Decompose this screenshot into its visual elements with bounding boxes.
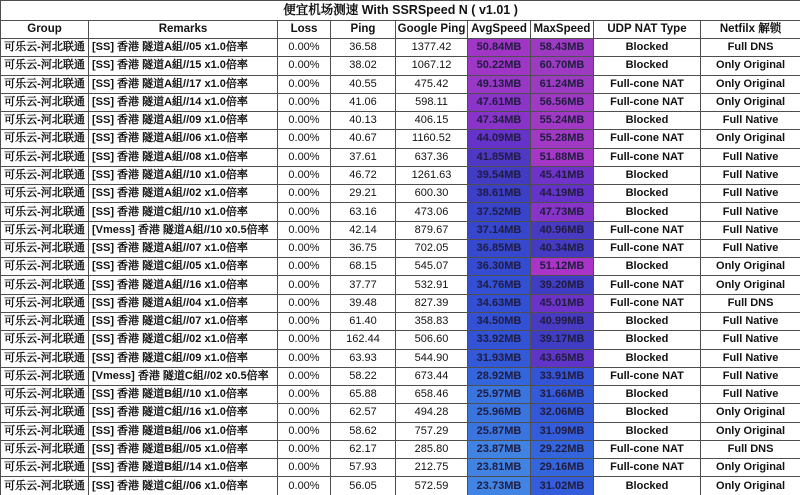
ping-cell: 65.88 [331, 386, 396, 404]
remarks-cell: [SS] 香港 隧道B組//05 x1.0倍率 [89, 440, 278, 458]
udp-nat-cell: Full-cone NAT [594, 459, 701, 477]
ping-cell: 58.62 [331, 422, 396, 440]
max-speed-cell: 32.06MB [531, 404, 594, 422]
loss-cell: 0.00% [278, 75, 331, 93]
avg-speed-cell: 47.61MB [468, 93, 531, 111]
max-speed-cell: 60.70MB [531, 57, 594, 75]
table-row [1, 386, 800, 404]
ping-cell: 62.17 [331, 440, 396, 458]
udp-nat-cell: Blocked [594, 331, 701, 349]
netflix-cell: Only Original [701, 57, 800, 75]
avg-speed-cell: 25.97MB [468, 386, 531, 404]
remarks-cell: [SS] 香港 隧道C組//06 x1.0倍率 [89, 477, 278, 495]
group-cell: 可乐云-河北联通 [1, 440, 89, 458]
table-row [1, 349, 800, 367]
loss-cell: 0.00% [278, 185, 331, 203]
ping-cell: 40.67 [331, 130, 396, 148]
remarks-cell: [SS] 香港 隧道B組//14 x1.0倍率 [89, 459, 278, 477]
netflix-cell: Full Native [701, 203, 800, 221]
google-ping-cell: 879.67 [396, 221, 468, 239]
table-row [1, 440, 800, 458]
udp-nat-cell: Blocked [594, 477, 701, 495]
max-speed-cell: 51.88MB [531, 148, 594, 166]
avg-speed-cell: 37.52MB [468, 203, 531, 221]
column-header-google-ping: Google Ping [396, 21, 468, 39]
udp-nat-cell: Blocked [594, 258, 701, 276]
max-speed-cell: 56.56MB [531, 93, 594, 111]
table-row [1, 276, 800, 294]
ping-cell: 46.72 [331, 166, 396, 184]
remarks-cell: [SS] 香港 隧道A組//04 x1.0倍率 [89, 294, 278, 312]
google-ping-cell: 757.29 [396, 422, 468, 440]
table-row [1, 93, 800, 111]
avg-speed-cell: 41.85MB [468, 148, 531, 166]
loss-cell: 0.00% [278, 276, 331, 294]
udp-nat-cell: Full-cone NAT [594, 367, 701, 385]
loss-cell: 0.00% [278, 386, 331, 404]
udp-nat-cell: Blocked [594, 404, 701, 422]
remarks-cell: [SS] 香港 隧道C組//10 x1.0倍率 [89, 203, 278, 221]
group-cell: 可乐云-河北联通 [1, 312, 89, 330]
netflix-cell: Only Original [701, 276, 800, 294]
table-row [1, 39, 800, 57]
loss-cell: 0.00% [278, 404, 331, 422]
column-header-group: Group [1, 21, 89, 39]
loss-cell: 0.00% [278, 203, 331, 221]
remarks-cell: [SS] 香港 隧道C組//07 x1.0倍率 [89, 312, 278, 330]
remarks-cell: [SS] 香港 隧道A組//10 x1.0倍率 [89, 166, 278, 184]
avg-speed-cell: 47.34MB [468, 112, 531, 130]
header-row [1, 21, 800, 39]
group-cell: 可乐云-河北联通 [1, 386, 89, 404]
google-ping-cell: 572.59 [396, 477, 468, 495]
group-cell: 可乐云-河北联通 [1, 276, 89, 294]
ping-cell: 63.93 [331, 349, 396, 367]
loss-cell: 0.00% [278, 57, 331, 75]
table-row [1, 221, 800, 239]
avg-speed-cell: 34.50MB [468, 312, 531, 330]
avg-speed-cell: 36.85MB [468, 239, 531, 257]
max-speed-cell: 44.19MB [531, 185, 594, 203]
netflix-cell: Full DNS [701, 440, 800, 458]
loss-cell: 0.00% [278, 166, 331, 184]
netflix-cell: Full Native [701, 221, 800, 239]
remarks-cell: [SS] 香港 隧道A組//02 x1.0倍率 [89, 185, 278, 203]
udp-nat-cell: Full-cone NAT [594, 93, 701, 111]
max-speed-cell: 47.73MB [531, 203, 594, 221]
table-row [1, 57, 800, 75]
column-header-udp-nat: UDP NAT Type [594, 21, 701, 39]
udp-nat-cell: Blocked [594, 166, 701, 184]
remarks-cell: [SS] 香港 隧道A組//05 x1.0倍率 [89, 39, 278, 57]
google-ping-cell: 532.91 [396, 276, 468, 294]
avg-speed-cell: 50.22MB [468, 57, 531, 75]
remarks-cell: [SS] 香港 隧道A組//15 x1.0倍率 [89, 57, 278, 75]
loss-cell: 0.00% [278, 367, 331, 385]
loss-cell: 0.00% [278, 112, 331, 130]
loss-cell: 0.00% [278, 294, 331, 312]
max-speed-cell: 40.96MB [531, 221, 594, 239]
table-row [1, 203, 800, 221]
google-ping-cell: 702.05 [396, 239, 468, 257]
google-ping-cell: 658.46 [396, 386, 468, 404]
avg-speed-cell: 36.30MB [468, 258, 531, 276]
group-cell: 可乐云-河北联通 [1, 130, 89, 148]
loss-cell: 0.00% [278, 221, 331, 239]
group-cell: 可乐云-河北联通 [1, 258, 89, 276]
google-ping-cell: 1067.12 [396, 57, 468, 75]
netflix-cell: Only Original [701, 422, 800, 440]
remarks-cell: [Vmess] 香港 隧道C組//02 x0.5倍率 [89, 367, 278, 385]
loss-cell: 0.00% [278, 459, 331, 477]
ping-cell: 57.93 [331, 459, 396, 477]
max-speed-cell: 31.09MB [531, 422, 594, 440]
max-speed-cell: 55.28MB [531, 130, 594, 148]
netflix-cell: Only Original [701, 404, 800, 422]
max-speed-cell: 51.12MB [531, 258, 594, 276]
google-ping-cell: 600.30 [396, 185, 468, 203]
ping-cell: 39.48 [331, 294, 396, 312]
udp-nat-cell: Blocked [594, 57, 701, 75]
netflix-cell: Only Original [701, 258, 800, 276]
max-speed-cell: 58.43MB [531, 39, 594, 57]
netflix-cell: Full Native [701, 185, 800, 203]
avg-speed-cell: 25.87MB [468, 422, 531, 440]
avg-speed-cell: 33.92MB [468, 331, 531, 349]
netflix-cell: Only Original [701, 75, 800, 93]
max-speed-cell: 39.20MB [531, 276, 594, 294]
group-cell: 可乐云-河北联通 [1, 331, 89, 349]
netflix-cell: Only Original [701, 477, 800, 495]
google-ping-cell: 598.11 [396, 93, 468, 111]
group-cell: 可乐云-河北联通 [1, 75, 89, 93]
table-row [1, 312, 800, 330]
group-cell: 可乐云-河北联通 [1, 367, 89, 385]
google-ping-cell: 1377.42 [396, 39, 468, 57]
google-ping-cell: 544.90 [396, 349, 468, 367]
loss-cell: 0.00% [278, 331, 331, 349]
table-body [1, 39, 800, 495]
google-ping-cell: 358.83 [396, 312, 468, 330]
netflix-cell: Full Native [701, 112, 800, 130]
avg-speed-cell: 34.76MB [468, 276, 531, 294]
ping-cell: 37.61 [331, 148, 396, 166]
loss-cell: 0.00% [278, 477, 331, 495]
google-ping-cell: 475.42 [396, 75, 468, 93]
group-cell: 可乐云-河北联通 [1, 294, 89, 312]
remarks-cell: [SS] 香港 隧道A組//07 x1.0倍率 [89, 239, 278, 257]
google-ping-cell: 212.75 [396, 459, 468, 477]
avg-speed-cell: 50.84MB [468, 39, 531, 57]
ping-cell: 36.58 [331, 39, 396, 57]
loss-cell: 0.00% [278, 148, 331, 166]
remarks-cell: [SS] 香港 隧道A組//06 x1.0倍率 [89, 130, 278, 148]
avg-speed-cell: 23.87MB [468, 440, 531, 458]
remarks-cell: [SS] 香港 隧道A組//16 x1.0倍率 [89, 276, 278, 294]
table-row [1, 477, 800, 495]
group-cell: 可乐云-河北联通 [1, 422, 89, 440]
group-cell: 可乐云-河北联通 [1, 477, 89, 495]
netflix-cell: Only Original [701, 130, 800, 148]
table-row [1, 130, 800, 148]
ping-cell: 38.02 [331, 57, 396, 75]
group-cell: 可乐云-河北联通 [1, 166, 89, 184]
loss-cell: 0.00% [278, 312, 331, 330]
max-speed-cell: 55.24MB [531, 112, 594, 130]
udp-nat-cell: Blocked [594, 422, 701, 440]
group-cell: 可乐云-河北联通 [1, 57, 89, 75]
ping-cell: 36.75 [331, 239, 396, 257]
ping-cell: 62.57 [331, 404, 396, 422]
group-cell: 可乐云-河北联通 [1, 112, 89, 130]
table-row [1, 185, 800, 203]
max-speed-cell: 29.16MB [531, 459, 594, 477]
netflix-cell: Full Native [701, 349, 800, 367]
table-row [1, 166, 800, 184]
max-speed-cell: 40.99MB [531, 312, 594, 330]
remarks-cell: [SS] 香港 隧道A組//14 x1.0倍率 [89, 93, 278, 111]
avg-speed-cell: 23.73MB [468, 477, 531, 495]
udp-nat-cell: Full-cone NAT [594, 130, 701, 148]
avg-speed-cell: 37.14MB [468, 221, 531, 239]
netflix-cell: Only Original [701, 459, 800, 477]
remarks-cell: [Vmess] 香港 隧道A組//10 x0.5倍率 [89, 221, 278, 239]
avg-speed-cell: 44.09MB [468, 130, 531, 148]
ping-cell: 41.06 [331, 93, 396, 111]
udp-nat-cell: Blocked [594, 349, 701, 367]
loss-cell: 0.00% [278, 39, 331, 57]
loss-cell: 0.00% [278, 130, 331, 148]
google-ping-cell: 637.36 [396, 148, 468, 166]
max-speed-cell: 31.66MB [531, 386, 594, 404]
netflix-cell: Only Original [701, 93, 800, 111]
remarks-cell: [SS] 香港 隧道B組//06 x1.0倍率 [89, 422, 278, 440]
ping-cell: 56.05 [331, 477, 396, 495]
ping-cell: 162.44 [331, 331, 396, 349]
table-row [1, 112, 800, 130]
max-speed-cell: 45.41MB [531, 166, 594, 184]
column-header-avg-speed: AvgSpeed [468, 21, 531, 39]
udp-nat-cell: Full-cone NAT [594, 276, 701, 294]
loss-cell: 0.00% [278, 440, 331, 458]
ping-cell: 40.13 [331, 112, 396, 130]
loss-cell: 0.00% [278, 349, 331, 367]
max-speed-cell: 40.34MB [531, 239, 594, 257]
column-header-max-speed: MaxSpeed [531, 21, 594, 39]
ping-cell: 68.15 [331, 258, 396, 276]
avg-speed-cell: 28.92MB [468, 367, 531, 385]
remarks-cell: [SS] 香港 隧道C組//05 x1.0倍率 [89, 258, 278, 276]
google-ping-cell: 673.44 [396, 367, 468, 385]
max-speed-cell: 29.22MB [531, 440, 594, 458]
group-cell: 可乐云-河北联通 [1, 404, 89, 422]
avg-speed-cell: 38.61MB [468, 185, 531, 203]
netflix-cell: Full Native [701, 148, 800, 166]
avg-speed-cell: 23.81MB [468, 459, 531, 477]
google-ping-cell: 1261.63 [396, 166, 468, 184]
ping-cell: 29.21 [331, 185, 396, 203]
udp-nat-cell: Blocked [594, 312, 701, 330]
remarks-cell: [SS] 香港 隧道A組//17 x1.0倍率 [89, 75, 278, 93]
udp-nat-cell: Blocked [594, 386, 701, 404]
udp-nat-cell: Blocked [594, 39, 701, 57]
table-row [1, 367, 800, 385]
ping-cell: 37.77 [331, 276, 396, 294]
table-row [1, 422, 800, 440]
column-header-remarks: Remarks [89, 21, 278, 39]
avg-speed-cell: 49.13MB [468, 75, 531, 93]
title-row [1, 1, 800, 21]
group-cell: 可乐云-河北联通 [1, 203, 89, 221]
udp-nat-cell: Full-cone NAT [594, 440, 701, 458]
max-speed-cell: 61.24MB [531, 75, 594, 93]
max-speed-cell: 39.17MB [531, 331, 594, 349]
google-ping-cell: 506.60 [396, 331, 468, 349]
udp-nat-cell: Full-cone NAT [594, 221, 701, 239]
table-row [1, 239, 800, 257]
udp-nat-cell: Blocked [594, 203, 701, 221]
remarks-cell: [SS] 香港 隧道C組//16 x1.0倍率 [89, 404, 278, 422]
avg-speed-cell: 34.63MB [468, 294, 531, 312]
loss-cell: 0.00% [278, 422, 331, 440]
column-header-loss: Loss [278, 21, 331, 39]
udp-nat-cell: Full-cone NAT [594, 148, 701, 166]
table-row [1, 331, 800, 349]
remarks-cell: [SS] 香港 隧道A組//09 x1.0倍率 [89, 112, 278, 130]
group-cell: 可乐云-河北联通 [1, 239, 89, 257]
avg-speed-cell: 39.54MB [468, 166, 531, 184]
udp-nat-cell: Full-cone NAT [594, 294, 701, 312]
udp-nat-cell: Full-cone NAT [594, 75, 701, 93]
google-ping-cell: 827.39 [396, 294, 468, 312]
ping-cell: 63.16 [331, 203, 396, 221]
group-cell: 可乐云-河北联通 [1, 349, 89, 367]
max-speed-cell: 43.65MB [531, 349, 594, 367]
ping-cell: 40.55 [331, 75, 396, 93]
google-ping-cell: 285.80 [396, 440, 468, 458]
netflix-cell: Full DNS [701, 294, 800, 312]
table-row [1, 75, 800, 93]
google-ping-cell: 1160.52 [396, 130, 468, 148]
ping-cell: 61.40 [331, 312, 396, 330]
google-ping-cell: 545.07 [396, 258, 468, 276]
group-cell: 可乐云-河北联通 [1, 148, 89, 166]
udp-nat-cell: Full-cone NAT [594, 239, 701, 257]
loss-cell: 0.00% [278, 239, 331, 257]
netflix-cell: Full Native [701, 331, 800, 349]
group-cell: 可乐云-河北联通 [1, 39, 89, 57]
group-cell: 可乐云-河北联通 [1, 221, 89, 239]
google-ping-cell: 406.15 [396, 112, 468, 130]
table-row [1, 459, 800, 477]
avg-speed-cell: 25.96MB [468, 404, 531, 422]
netflix-cell: Full Native [701, 166, 800, 184]
netflix-cell: Full DNS [701, 39, 800, 57]
udp-nat-cell: Blocked [594, 112, 701, 130]
group-cell: 可乐云-河北联通 [1, 459, 89, 477]
google-ping-cell: 494.28 [396, 404, 468, 422]
avg-speed-cell: 31.93MB [468, 349, 531, 367]
group-cell: 可乐云-河北联通 [1, 185, 89, 203]
column-header-netflix: Netfilx 解锁 [701, 21, 800, 39]
remarks-cell: [SS] 香港 隧道C組//02 x1.0倍率 [89, 331, 278, 349]
netflix-cell: Full Native [701, 367, 800, 385]
table-row [1, 294, 800, 312]
remarks-cell: [SS] 香港 隧道C組//09 x1.0倍率 [89, 349, 278, 367]
loss-cell: 0.00% [278, 93, 331, 111]
netflix-cell: Full Native [701, 239, 800, 257]
max-speed-cell: 33.91MB [531, 367, 594, 385]
table-row [1, 258, 800, 276]
remarks-cell: [SS] 香港 隧道B組//10 x1.0倍率 [89, 386, 278, 404]
table-row [1, 404, 800, 422]
google-ping-cell: 473.06 [396, 203, 468, 221]
ping-cell: 42.14 [331, 221, 396, 239]
group-cell: 可乐云-河北联通 [1, 93, 89, 111]
loss-cell: 0.00% [278, 258, 331, 276]
column-header-ping: Ping [331, 21, 396, 39]
table-row [1, 148, 800, 166]
udp-nat-cell: Blocked [594, 185, 701, 203]
page-title: 便宜机场测速 With SSRSpeed N ( v1.01 ) [1, 1, 800, 21]
max-speed-cell: 31.02MB [531, 477, 594, 495]
remarks-cell: [SS] 香港 隧道A組//08 x1.0倍率 [89, 148, 278, 166]
netflix-cell: Full Native [701, 386, 800, 404]
ping-cell: 58.22 [331, 367, 396, 385]
netflix-cell: Full Native [701, 312, 800, 330]
max-speed-cell: 45.01MB [531, 294, 594, 312]
